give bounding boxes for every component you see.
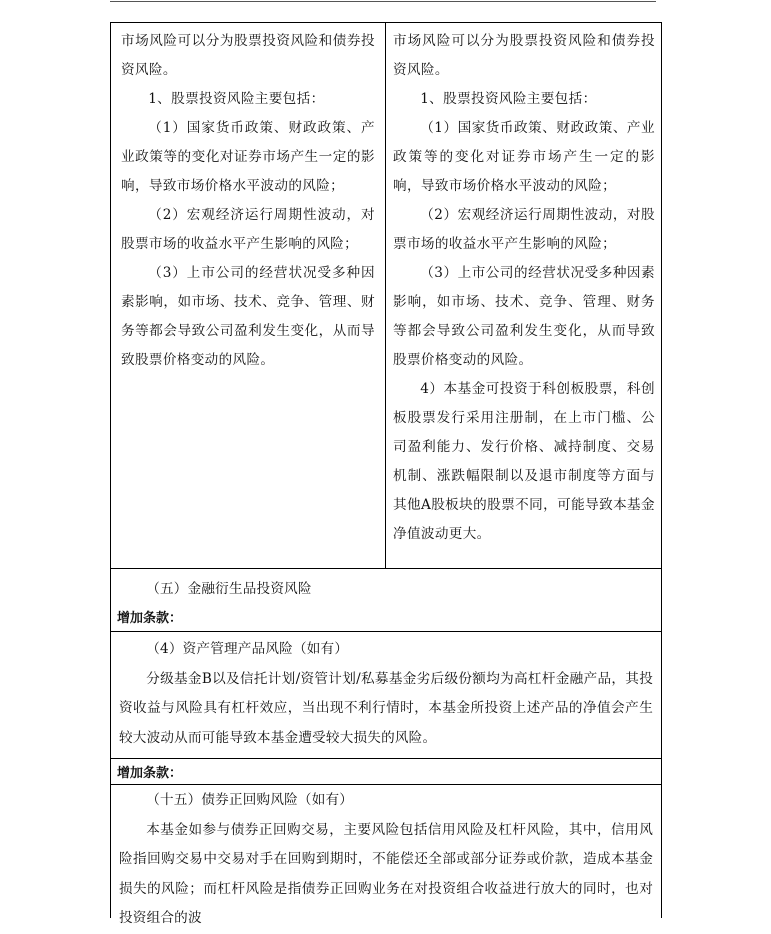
paragraph: （3）上市公司的经营状况受多种因素影响，如市场、技术、竞争、管理、财务等都会导致公司盈利发生变化，从而导致股票价格变动的风险。: [393, 265, 655, 368]
paragraph: （1）国家货币政策、财政政策、产业政策等的变化对证券市场产生一定的影响，导致市场价格水平波动的风险；: [393, 120, 655, 194]
paragraph: 4）本基金可投资于科创板股票，科创板股票发行采用注册制，在上市门槛、公司盈利能力、发行价格、减持制度、交易机制、涨跌幅限制以及退市制度等方面与其他A股板块的股票不同，可能导致本基金净值波动更大。: [393, 381, 655, 542]
paragraph: （1）国家货币政策、财政政策、产业政策等的变化对证券市场产生一定的影响，导致市场价格水平波动的风险；: [121, 120, 375, 194]
paragraph: （2）宏观经济运行周期性波动，对股票市场的收益水平产生影响的风险；: [393, 207, 655, 252]
revised-clause-column: [393, 23, 655, 549]
paragraph: （2）宏观经济运行周期性波动，对股票市场的收益水平产生影响的风险；: [121, 207, 375, 252]
comparison-row: [111, 23, 661, 569]
section-heading: （五）金融衍生品投资风险: [146, 581, 312, 597]
section-heading: （十五）债券正回购风险（如有）: [146, 792, 354, 808]
asset-management-row: [111, 632, 661, 759]
paragraph: 本基金如参与债券正回购交易，主要风险包括信用风险及杠杆风险，其中，信用风险指回购交易中交易对手在回购到期时，不能偿还全部或部分证券或价款，造成本基金损失的风险；而杠杆风险是指债券正回购业务在对投资组合收益进行放大的同时，也对投资组合的波: [119, 821, 653, 926]
header-rule: [110, 1, 656, 2]
paragraph: 分级基金B以及信托计划/资管计划/私募基金劣后级份额均为高杠杆金融产品，其投资收益与风险具有杠杆效应，当出现不利行情时，本基金所投资上述产品的净值会产生较大波动从而可能导致本基金遭受较大损失的风险。: [119, 670, 653, 746]
document-table: [110, 22, 662, 926]
addition-label: 增加条款：: [117, 611, 183, 626]
column-divider: [385, 23, 386, 569]
paragraph: 1、股票投资风险主要包括：: [420, 91, 597, 107]
paragraph: 市场风险可以分为股票投资风险和债券投资风险。: [393, 33, 655, 78]
paragraph: （3）上市公司的经营状况受多种因素影响，如市场、技术、竞争、管理、财务等都会导致公司盈利发生变化，从而导致股票价格变动的风险。: [121, 265, 375, 368]
repo-risk-row: [111, 785, 661, 926]
paragraph: 1、股票投资风险主要包括：: [148, 91, 325, 107]
paragraph: 市场风险可以分为股票投资风险和债券投资风险。: [121, 33, 375, 78]
addition-row: [111, 759, 661, 785]
derivative-row: [111, 569, 661, 632]
section-heading: （4）资产管理产品风险（如有）: [146, 641, 349, 657]
addition-label: 增加条款：: [117, 766, 183, 781]
original-clause-column: [121, 23, 375, 375]
